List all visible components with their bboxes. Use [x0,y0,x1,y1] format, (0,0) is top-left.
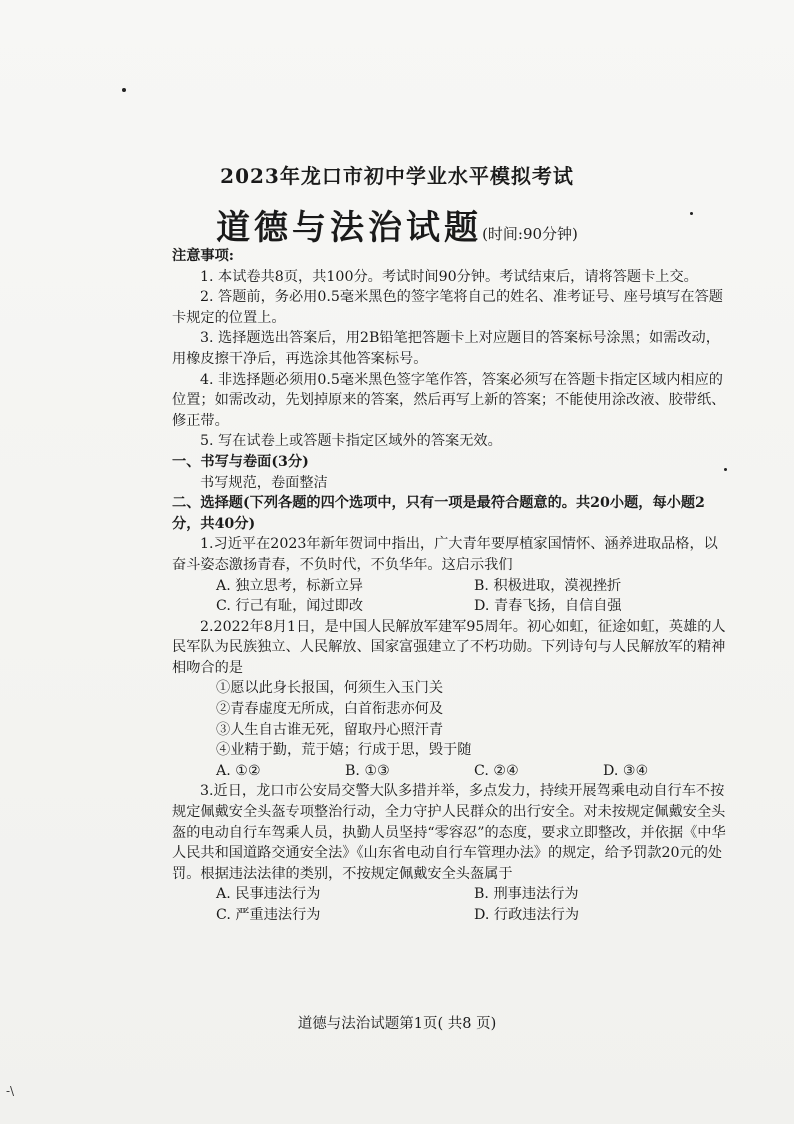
option-b: B. 积极进取，漠视挫折 [474,577,622,594]
corner-mark: -\ [6,1084,15,1098]
option-c: C. 严重违法行为 [216,907,321,923]
option-c: C. ②④ [474,762,519,779]
option-c: C. 行己有耻，闻过即改 [216,598,364,615]
question-2 [172,617,732,782]
option-b: B. ①③ [345,762,390,779]
options-row [172,596,732,617]
note-item: 2. 答题前，务必用0.5毫米黑色的签字笔将自己的姓名、准考证号、座号填写在答题卡规定的位置上。 [172,289,723,326]
question-number: 3. [200,783,214,800]
section1-text: 书写规范，卷面整洁 [200,474,328,491]
subject-title-line [0,200,794,249]
question-text [172,617,732,679]
section1-heading: 一、书写与卷面(3分) [172,453,309,470]
options-row [172,884,732,905]
exam-content [172,246,732,926]
section2-heading: 二、选择题(下列各题的四个选项中，只有一项是最符合题意的。共20小题，每小题2分，共40分) [172,495,705,532]
notes-heading: 注意事项: [172,248,234,264]
options-row [172,905,732,926]
option-a: A. 独立思考，标新立异 [216,577,363,594]
question-3 [172,781,732,925]
page-footer: 道德与法治试题第1页( 共8 页) [297,1016,497,1032]
note-item: 4. 非选择题必须用0.5毫米黑色签字笔作答，答案必须写在答题卡指定区域内相应的位置；如需改动，先划掉原来的答案，然后再写上新的答案；不能使用涂改液、胶带纸、修正带。 [172,371,726,429]
question-1 [172,534,732,616]
option-d: D. 青春飞扬，自信自强 [474,598,622,615]
note-item: 1. 本试卷共8页，共100分。考试时间90分钟。考试结束后，请将答题卡上交。 [200,268,698,285]
options-row [172,761,732,782]
option-d: D. 行政违法行为 [474,907,580,923]
question-number: 2. [200,618,214,635]
note-item: 3. 选择题选出答案后，用2B铅笔把答题卡上对应题目的答案标号涂黑；如需改动，用橡皮擦干净后，再选涂其他答案标号。 [172,330,720,367]
statement-item: ③人生自古谁无死，留取丹心照汗青 [216,721,444,738]
question-number: 1. [200,536,214,553]
note-item: 5. 写在试卷上或答题卡指定区域外的答案无效。 [200,433,502,450]
option-a: A. ①② [216,762,261,779]
statement-item: ①愿以此身长报国，何须生入玉门关 [216,680,444,697]
question-text [172,534,732,575]
question-stem: 近日，龙口市公安局交警大队多措并举，多点发力，持续开展驾乘电动自行车不按规定佩戴安全头盔专项整治行动，全力守护人民群众的出行安全。对未按规定佩戴安全头盔的电动自行车驾乘人员，执勤人员坚持“零容忍”的态度，要求立即整改，并依据《中华人民共和国道路交通安全法》《山东省电动自行车管理办法》的规定，给予罚款20元的处罚。根据违法法律的类别，不按规定佩戴安全头盔属于 [172,783,726,882]
option-b: B. 刑事违法行为 [474,886,579,903]
option-a: A. 民事违法行为 [216,886,321,903]
options-row [172,576,732,597]
subject-title: 道德与法治试题 [216,208,483,248]
statement-item: ②青春虚度无所成，白首衔悲亦何及 [216,701,444,718]
option-d: D. ③④ [603,762,649,779]
question-stem: 习近平在2023年新年贺词中指出，广大青年要厚植家国情怀、涵养进取品格，以奋斗姿态激扬青春，不负时代，不负华年。这启示我们 [172,536,718,573]
statement-item: ④业精于勤，荒于嬉；行成于思，毁于随 [216,742,472,759]
ink-speck [122,88,126,92]
question-stem: 2022年8月1日，是中国人民解放军建军95周年。初心如虹，征途如虹，英雄的人民军队为民族独立、人民解放、国家富强建立了不朽功勋。下列诗句与人民解放军的精神相吻合的是 [172,618,726,676]
exam-title: 2023年龙口市初中学业水平模拟考试 [220,164,574,188]
question-text [172,781,732,884]
exam-duration: (时间:90分钟) [482,225,578,243]
